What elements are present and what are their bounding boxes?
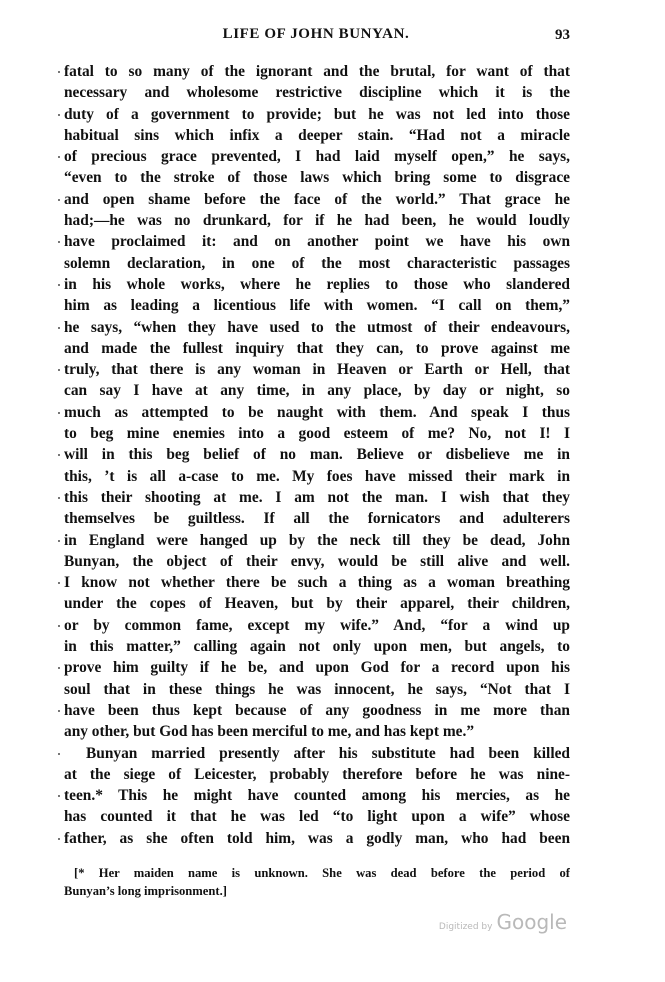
text-line: necessary and wholesome restrictive discipline which it is the (64, 84, 570, 102)
text-line: him as leading a licentious life with women. “I call on them,” (64, 297, 570, 315)
text-line: or by common fame, except my wife.” And, “for a wind up (64, 616, 570, 634)
page-number: 93 (555, 27, 570, 43)
margin-speck (56, 61, 62, 82)
text-line: this their shooting at me. I am not the man. I wish that they (64, 488, 570, 506)
text-line: and made the fullest inquiry that they can, to prove against me (64, 339, 570, 357)
margin-speck (56, 700, 62, 721)
margin-speck (56, 402, 62, 423)
text-line: I know not whether there be such a thing as a woman breathing (64, 574, 570, 592)
footnote-line: Bunyan’s long imprisonment.] (64, 884, 227, 898)
text-line: to beg mine enemies into a good esteem of me? No, not I! I (64, 425, 570, 443)
margin-speck (56, 679, 62, 700)
margin-speck (56, 743, 62, 764)
text-line: have proclaimed it: and on another point we have his own (64, 233, 570, 251)
margin-speck (56, 231, 62, 252)
text-line: under the copes of Heaven, but by their apparel, their children, (64, 595, 570, 613)
margin-speck (56, 274, 62, 295)
margin-speck (56, 785, 62, 806)
text-line: fatal to so many of the ignorant and the brutal, for want of that (64, 63, 570, 80)
text-line: father, as she often told him, was a godly man, who had been (64, 829, 570, 847)
margin-speck (56, 508, 62, 529)
text-line: Bunyan, the object of their envy, would be still alive and well. (64, 552, 570, 570)
margin-speck (56, 593, 62, 614)
margin-speck (56, 466, 62, 487)
footnote (64, 864, 570, 900)
margin-speck (56, 828, 62, 849)
text-line: in his whole works, where he replies to those who slandered (64, 275, 570, 293)
page-header (62, 26, 570, 48)
margin-speck (56, 487, 62, 508)
text-line: any other, but God has been merciful to me, and has kept me.” (64, 723, 475, 741)
text-line: at the siege of Leicester, probably therefore before he was nine- (64, 765, 570, 783)
margin-speck (56, 146, 62, 167)
text-line: truly, that there is any woman in Heaven or Earth or Hell, that (64, 361, 570, 379)
margin-speck (56, 253, 62, 274)
margin-speck (56, 125, 62, 146)
text-line: solemn declaration, in one of the most characteristic passages (64, 254, 570, 272)
margin-speck (56, 104, 62, 125)
text-line: in England were hanged up by the neck till they be dead, John (64, 531, 570, 549)
text-line: has counted it that he was led “to light upon a wife” whose (64, 808, 570, 826)
digitized-watermark (439, 910, 567, 934)
margin-speck (56, 764, 62, 785)
margin-speck (56, 380, 62, 401)
margin-speck (56, 551, 62, 572)
margin-speck (56, 530, 62, 551)
text-line: soul that in these things he was innocent, he says, “Not that I (64, 680, 570, 698)
margin-speck (56, 82, 62, 103)
text-line: themselves be guiltless. If all the fornicators and adulterers (64, 510, 570, 528)
margin-speck (56, 806, 62, 827)
margin-speck (56, 359, 62, 380)
text-line: have been thus kept because of any goodness in me more than (64, 701, 570, 719)
text-line: had;—he was no drunkard, for if he had been, he would loudly (64, 212, 570, 230)
text-line: of precious grace prevented, I had laid myself open,” he says, (64, 148, 570, 166)
margin-speck (56, 657, 62, 678)
text-line: duty of a government to provide; but he was not led into those (64, 105, 570, 123)
text-line: prove him guilty if he be, and upon God for a record upon his (64, 659, 570, 677)
margin-speck (56, 636, 62, 657)
text-line: “even to the stroke of those laws which bring some to disgrace (64, 169, 570, 187)
text-line: Bunyan married presently after his substitute had been killed (86, 744, 570, 762)
text-line: teen.* This he might have counted among his mercies, as he (64, 787, 570, 805)
margin-specks (56, 61, 62, 849)
margin-speck (56, 444, 62, 465)
margin-speck (56, 572, 62, 593)
text-line: and open shame before the face of the world.” That grace he (64, 190, 570, 208)
text-line: he says, “when they have used to the utmost of their endeavours, (64, 318, 570, 336)
margin-speck (56, 615, 62, 636)
text-line: will in this beg belief of no man. Believe or disbelieve me in (64, 446, 570, 464)
margin-speck (56, 317, 62, 338)
margin-speck (56, 210, 62, 231)
margin-speck (56, 189, 62, 210)
text-line: in this matter,” calling again not only upon men, but angels, to (64, 638, 570, 656)
text-line: can say I have at any time, in any place, by day or night, so (64, 382, 570, 400)
margin-speck (56, 338, 62, 359)
margin-speck (56, 423, 62, 444)
body-text (64, 61, 570, 849)
watermark-prefix: Digitized by (438, 922, 493, 932)
margin-speck (56, 721, 62, 742)
watermark-brand: Google (496, 910, 567, 934)
footnote-line: [* Her maiden name is unknown. She was dead before the period of (74, 866, 570, 880)
margin-speck (56, 295, 62, 316)
text-line: habitual sins which infix a deeper stain. “Had not a miracle (64, 126, 570, 144)
text-line: this, ’t is all a-case to me. My foes have missed their mark in (64, 467, 570, 485)
text-line: much as attempted to be naught with them. And speak I thus (64, 403, 570, 421)
margin-speck (56, 167, 62, 188)
running-head: LIFE OF JOHN BUNYAN. (222, 26, 410, 42)
